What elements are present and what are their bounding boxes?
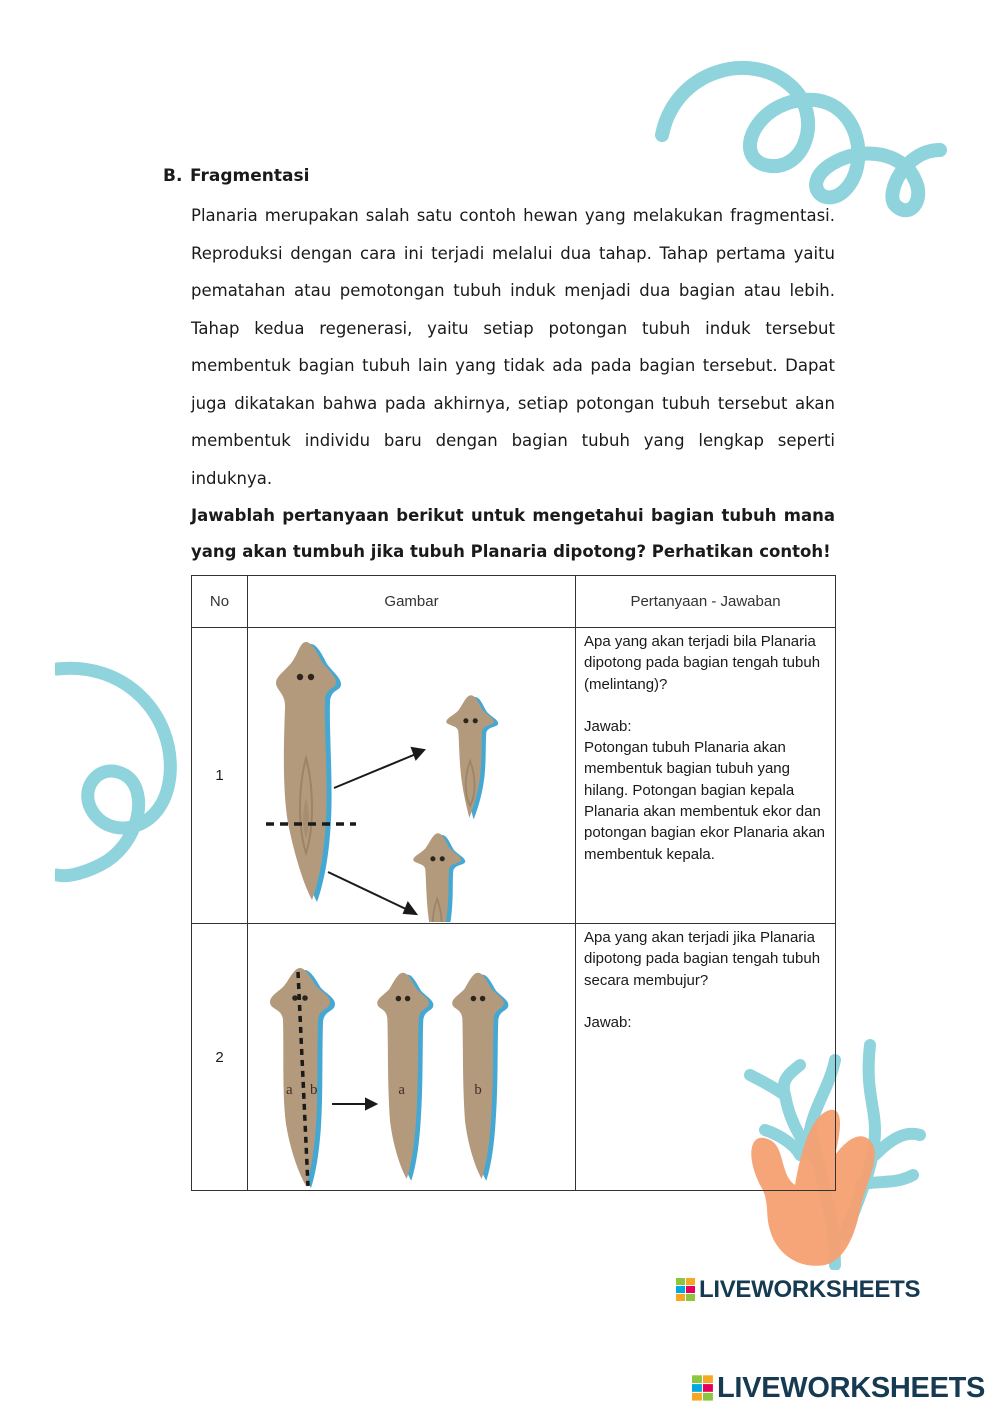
planaria-tail-piece	[413, 833, 465, 922]
half-label-a: a	[286, 1082, 293, 1098]
planaria-figure-2	[248, 924, 575, 1189]
planaria-whole	[270, 968, 335, 1188]
table-row	[192, 628, 836, 924]
question-text: Apa yang akan terjadi bila Planaria dipotong pada bagian tengah tubuh (melintang)?	[584, 633, 821, 693]
header-pertanyaan-jawaban: Pertanyaan - Jawaban	[576, 576, 836, 628]
liveworksheets-logo-icon	[676, 1278, 696, 1302]
piece-label-a: a	[398, 1082, 405, 1099]
arrows	[328, 748, 424, 914]
header-no: No	[192, 576, 248, 628]
intro-paragraph: Planaria merupakan salah satu contoh hewan yang melakukan fragmentasi. Reproduksi dengan cara ini terjadi melalui dua tahap. Tahap pertama yaitu pematahan atau pemotongan tubuh induk menjadi dua bagian atau lebih. Tahap kedua regenerasi, yaitu setiap potongan tubuh induk tersebut membentuk bagian tubuh lain yang tidak ada pada bagian tersebut. Dapat juga dikatakan bahwa pada akhirnya, setiap potongan tubuh tersebut akan membentuk individu baru dengan bagian tubuh yang lengkap seperti induknya.	[191, 206, 835, 488]
planaria-piece-a	[377, 973, 433, 1181]
section-heading	[163, 166, 309, 186]
question-text: Apa yang akan terjadi jika Planaria dipotong pada bagian tengah tubuh secara membujur?	[584, 929, 821, 989]
question-answer-cell	[576, 628, 836, 924]
question-answer-cell	[576, 924, 836, 1191]
swirl-decoration-left	[55, 655, 195, 890]
arrow	[332, 1099, 376, 1109]
header-gambar: Gambar	[248, 576, 576, 628]
liveworksheets-footer-text: LIVEWORKSHEETS	[717, 1372, 986, 1404]
answer-text: Potongan tubuh Planaria akan membentuk bagian tubuh yang hilang. Potongan bagian kepala Planaria akan membentuk ekor dan potongan bagian ekor Planaria akan membentuk kepala.	[584, 739, 826, 863]
planaria-head-piece	[446, 695, 498, 819]
liveworksheets-logo-icon	[692, 1375, 714, 1402]
liveworksheets-watermark	[676, 1276, 920, 1304]
answer-input[interactable]	[584, 1033, 829, 1133]
planaria-transverse-cut-figure	[248, 628, 576, 924]
planaria-whole	[276, 642, 341, 902]
liveworksheets-brand-text: LIVEWORKSHEETS	[699, 1276, 921, 1303]
table-row	[192, 924, 836, 1191]
question-table	[191, 575, 836, 1191]
answer-label: Jawab:	[584, 717, 632, 735]
row-number: 2	[192, 924, 248, 1191]
planaria-piece-b	[452, 973, 508, 1181]
planaria-figure-1	[248, 628, 575, 922]
answer-label: Jawab:	[584, 1013, 632, 1031]
liveworksheets-footer[interactable]	[692, 1372, 985, 1405]
instruction-text: Jawablah pertanyaan berikut untuk mengetahui bagian tubuh mana yang akan tumbuh jika tubuh Planaria dipotong? Perhatikan contoh!	[191, 506, 835, 561]
section-number: B.	[163, 166, 183, 186]
half-label-b: b	[310, 1082, 318, 1098]
row-number: 1	[192, 628, 248, 924]
planaria-longitudinal-cut-figure	[248, 924, 576, 1191]
table-header-row	[192, 576, 836, 628]
piece-label-b: b	[474, 1082, 482, 1099]
section-title: Fragmentasi	[190, 166, 310, 186]
